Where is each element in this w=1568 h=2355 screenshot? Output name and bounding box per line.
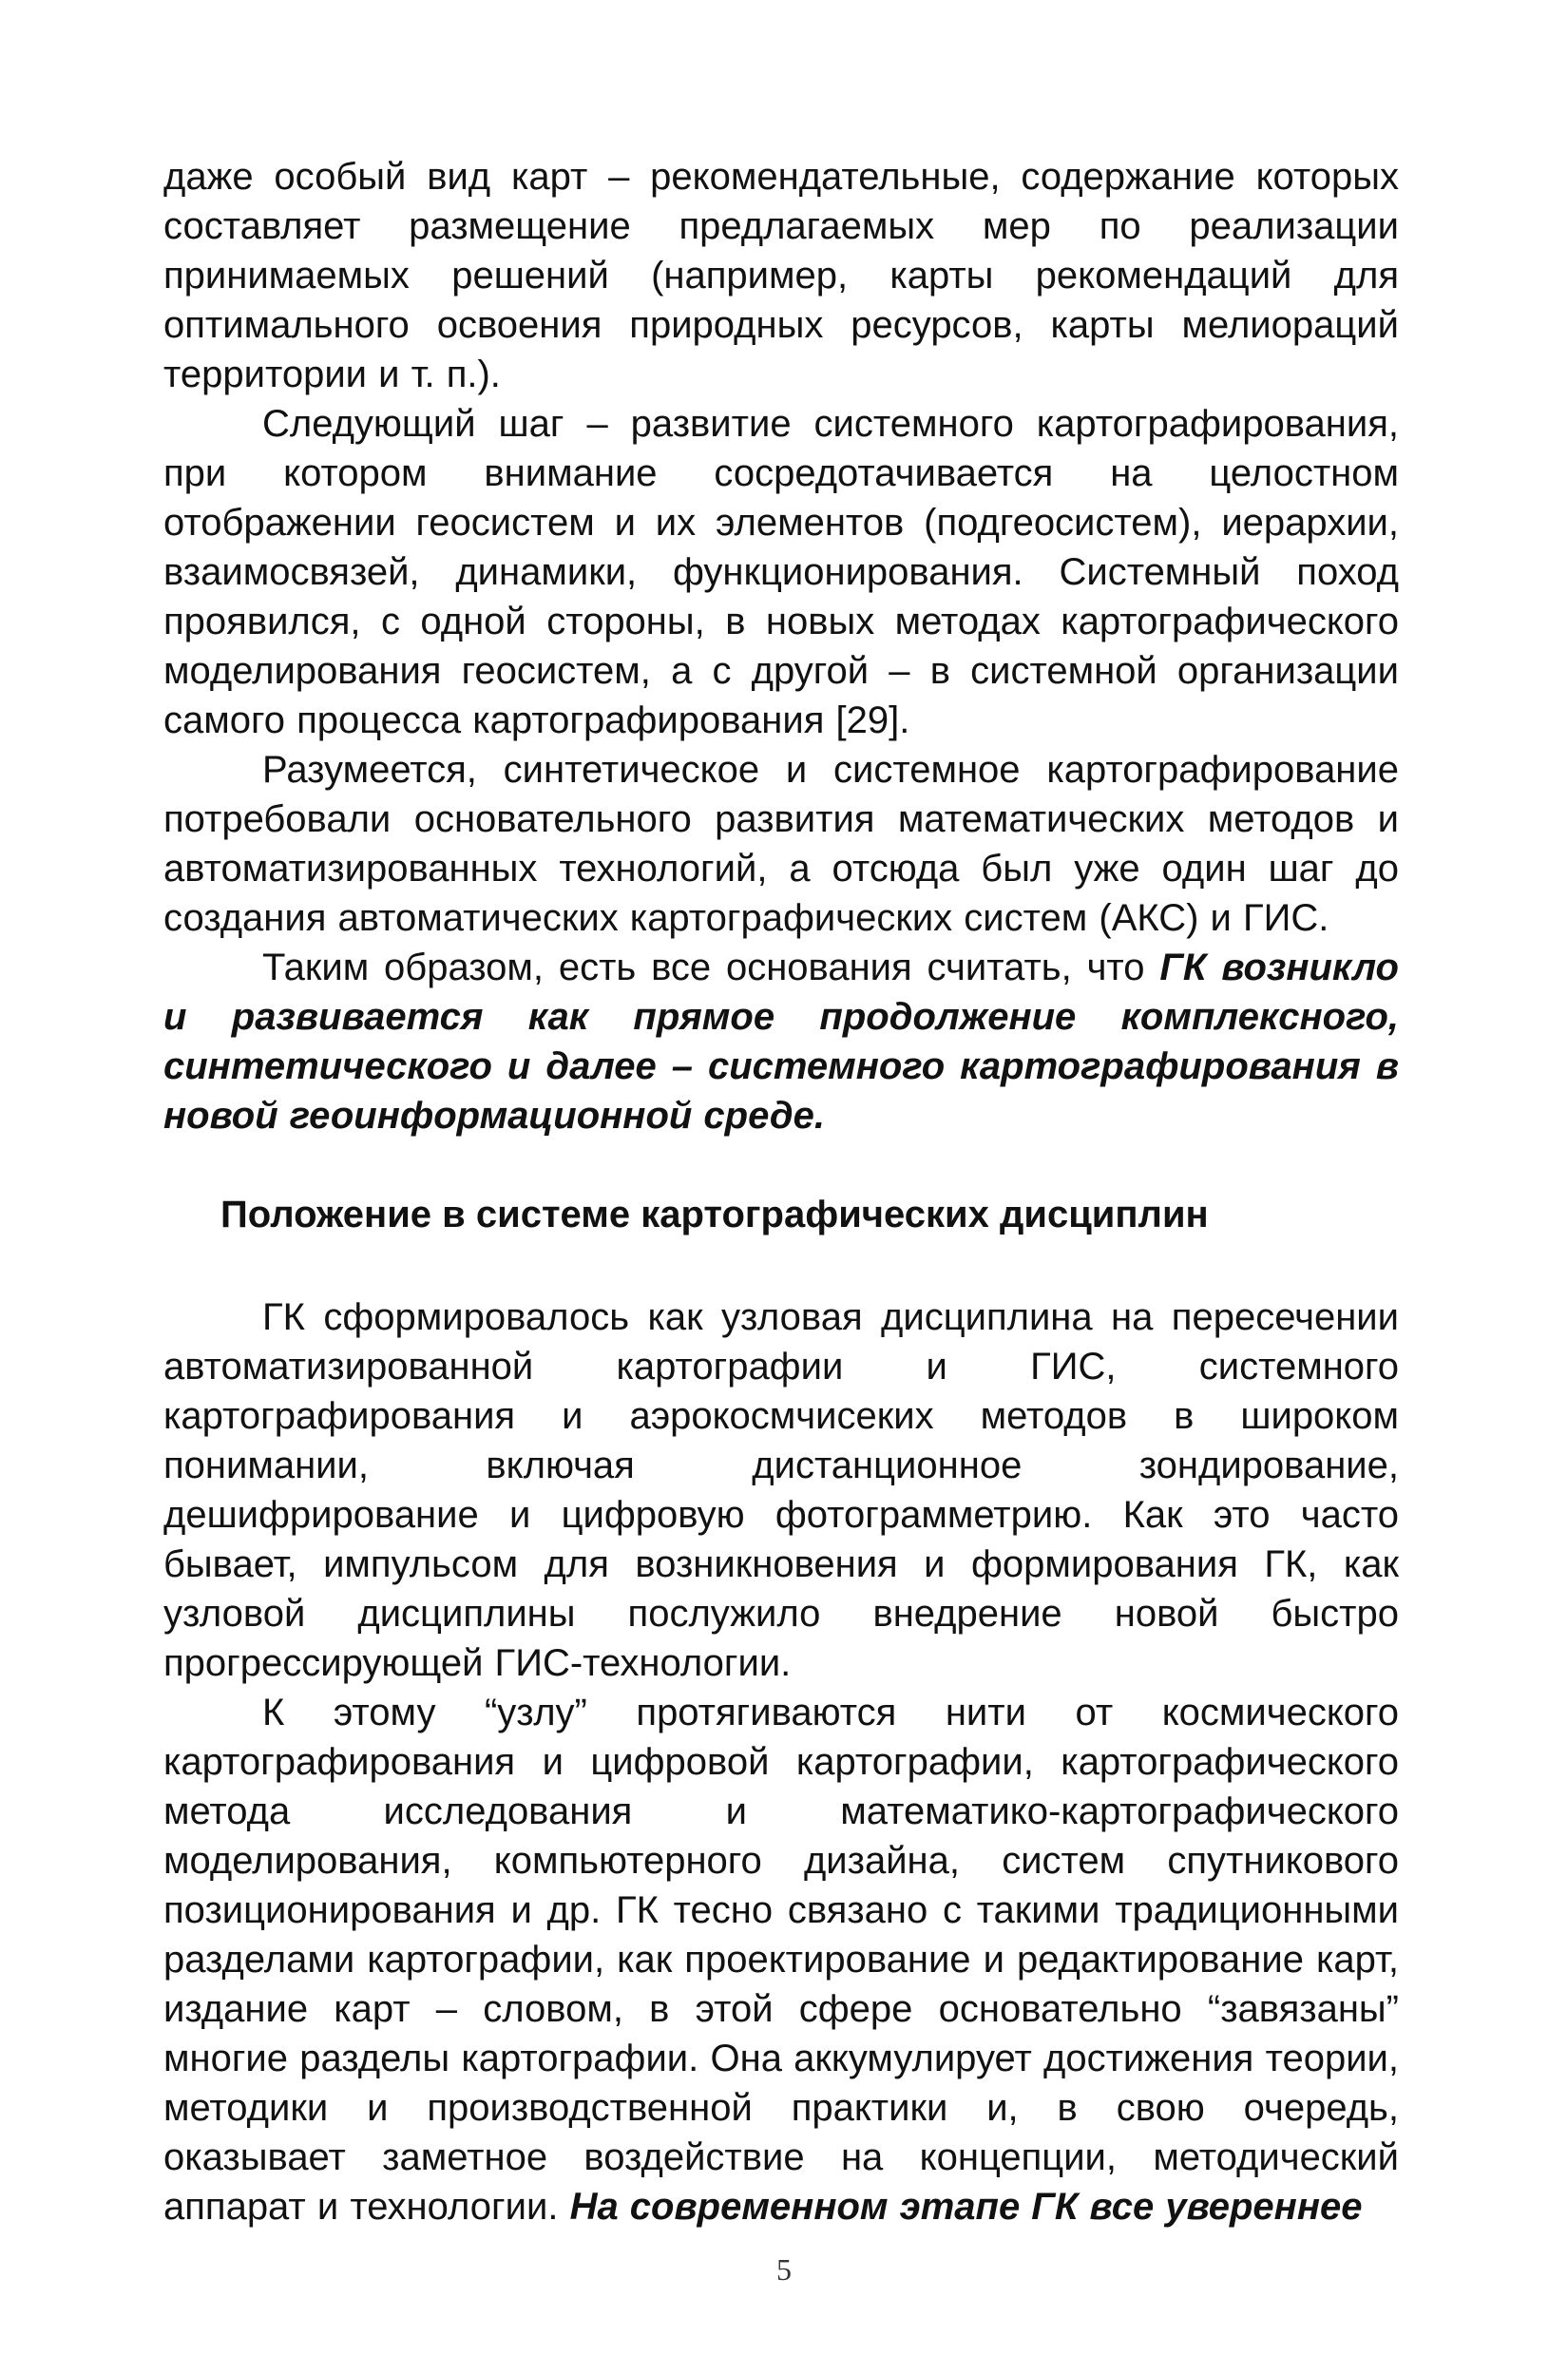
section-paragraph-2-emphasis: На современном этапе ГК все увереннее (569, 2186, 1363, 2228)
paragraph-1: даже особый вид карт – рекомендательные, содержание которых составляет размещение предлагаемых мер по реализации принимаемых решений (например, карты рекомендаций для оптимального освоения природных ресурсов, карты мелиораций территории и т. п.). (163, 156, 1399, 395)
paragraph-4-text: Таким образом, есть все основания считать, что (262, 947, 1160, 988)
paragraph-2: Следующий шаг – развитие системного картографирования, при котором внимание сосредотачивается на целостном отображении геосистем и их элементов (подгеосистем), иерархии, взаимосвязей, динамики, функционирования. Системный поход проявился, с одной стороны, в новых методах картографического моделирования геосистем, а с другой – в системной организации самого процесса картографирования [29]. (163, 403, 1399, 741)
section-heading: Положение в системе картографических дисциплин (220, 1194, 1209, 1235)
paragraph-4 (163, 943, 1399, 1140)
section-paragraph-1: ГК сформировалось как узловая дисциплина на пересечении автоматизированной картографии и ГИС, системного картографирования и аэрокосмчисеких методов в широком понимании, включая дистанционное зондирование, дешифрирование и цифровую фотограмметрию. Как это часто бывает, импульсом для возникновения и формирования ГК, как узловой дисциплины послужило внедрение новой быстро прогрессирующей ГИС-технологии. (163, 1296, 1399, 1684)
paragraph-3: Разумеется, синтетическое и системное картографирование потребовали основательного развития математических методов и автоматизированных технологий, а отсюда был уже один шаг до создания автоматических картографических систем (АКС) и ГИС. (163, 749, 1399, 939)
paragraph-4-emphasis: ГК возникло и развивается как прямое продолжение комплексного, синтетического и далее – системного картографирования в новой геоинформационной среде. (163, 947, 1399, 1137)
page-body (163, 152, 1399, 2231)
section-paragraph-2-text: К этому “узлу” протягиваются нити от космического картографирования и цифровой картографии, картографического метода исследования и математико-картографического моделирования, компьютерного дизайна, систем спутникового позиционирования и др. ГК тесно связано с такими традиционными разделами картографии, как проектирование и редактирование карт, издание карт – словом, в этой сфере основательно “завязаны” многие разделы картографии. Она аккумулирует достижения теории, методики и производственной практики и, в свою очередь, оказывает заметное воздействие на концепции, методический аппарат и технологии. (163, 1692, 1399, 2228)
page-number: 5 (776, 2252, 792, 2287)
section-paragraph-2 (163, 1688, 1399, 2231)
